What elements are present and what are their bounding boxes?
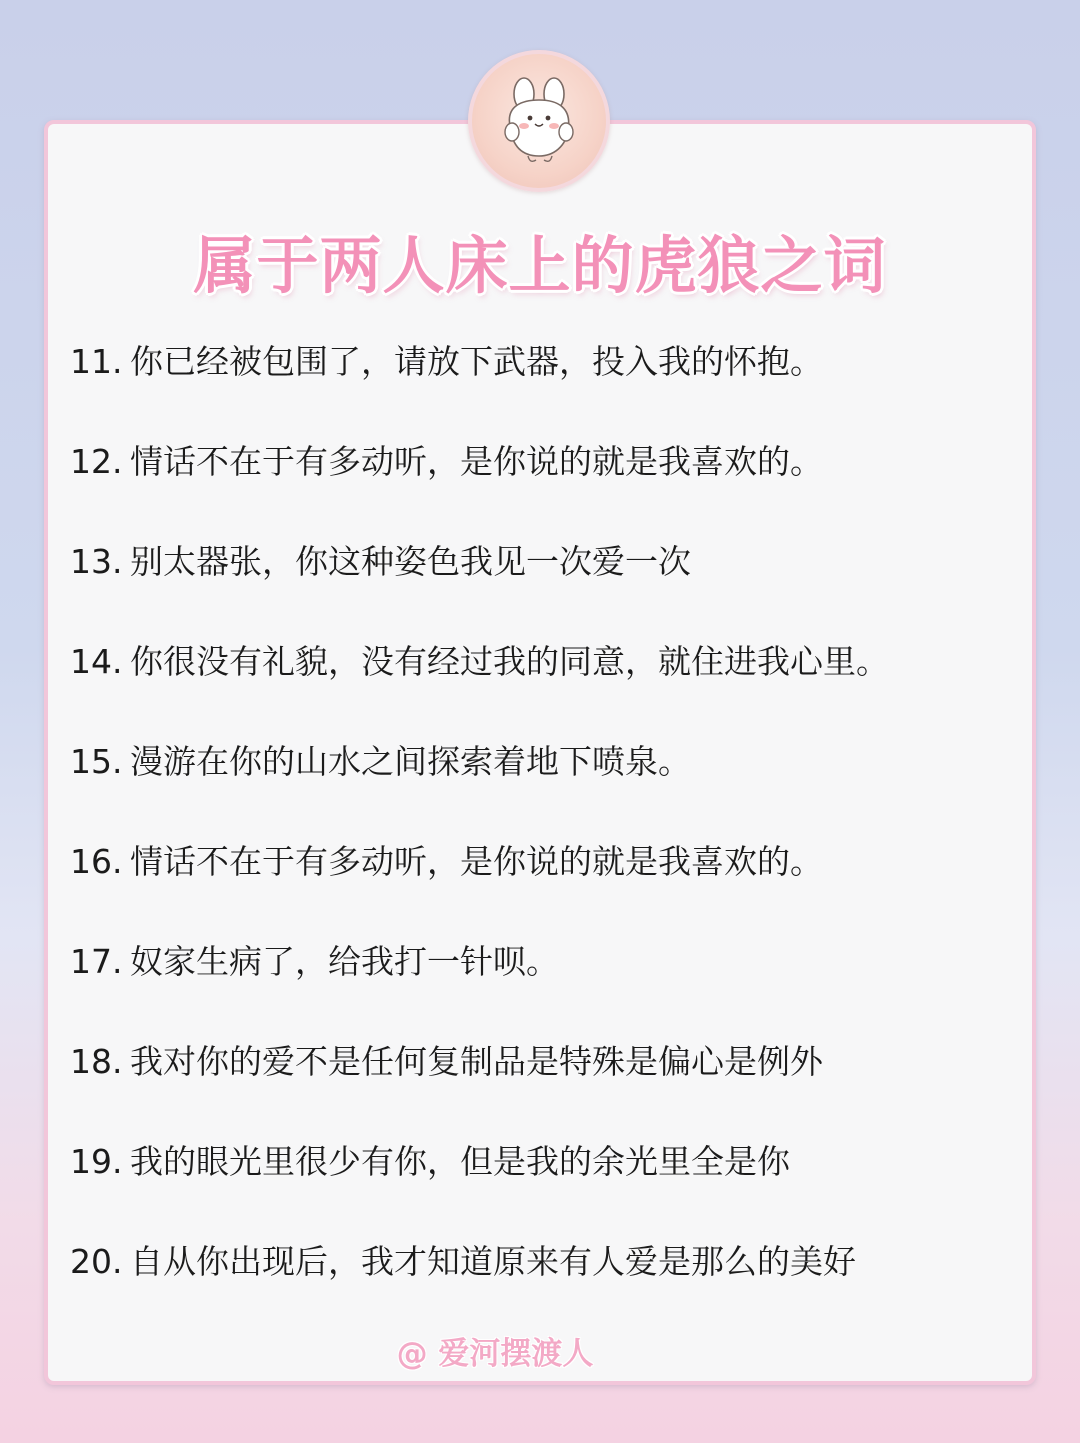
item-text: 情话不在于有多动听，是你说的就是我喜欢的。 bbox=[130, 842, 823, 881]
item-text: 情话不在于有多动听，是你说的就是我喜欢的。 bbox=[130, 442, 823, 481]
item-number: 18. bbox=[70, 1042, 123, 1081]
list-item bbox=[70, 332, 1010, 432]
item-text: 别太器张，你这种姿色我见一次爱一次 bbox=[130, 542, 691, 581]
item-text: 我的眼光里很少有你，但是我的余光里全是你 bbox=[130, 1142, 790, 1181]
watermark: @ 爱河摆渡人 bbox=[396, 1336, 594, 1372]
list-item bbox=[70, 1132, 1010, 1232]
item-number: 12. bbox=[70, 442, 123, 481]
list-item bbox=[70, 1032, 1010, 1132]
item-number: 11. bbox=[70, 342, 123, 381]
bunny-icon bbox=[472, 54, 606, 188]
phrase-list bbox=[70, 332, 1010, 1332]
item-number: 19. bbox=[70, 1142, 123, 1181]
list-item bbox=[70, 732, 1010, 832]
item-number: 16. bbox=[70, 842, 123, 881]
list-item bbox=[70, 1232, 1010, 1332]
list-item bbox=[70, 432, 1010, 532]
item-number: 13. bbox=[70, 542, 123, 581]
item-number: 20. bbox=[70, 1242, 123, 1281]
item-text: 我对你的爱不是任何复制品是特殊是偏心是例外 bbox=[130, 1042, 823, 1081]
item-number: 15. bbox=[70, 742, 123, 781]
item-text: 奴家生病了，给我打一针呗。 bbox=[130, 942, 559, 981]
list-item bbox=[70, 632, 1010, 732]
item-number: 14. bbox=[70, 642, 123, 681]
page-title: 属于两人床上的虎狼之词 bbox=[193, 229, 887, 302]
item-text: 漫游在你的山水之间探索着地下喷泉。 bbox=[130, 742, 691, 781]
badge bbox=[468, 50, 610, 192]
list-item bbox=[70, 832, 1010, 932]
item-text: 自从你出现后，我才知道原来有人爱是那么的美好 bbox=[130, 1242, 856, 1281]
list-item bbox=[70, 932, 1010, 1032]
item-text: 你已经被包围了，请放下武器，投入我的怀抱。 bbox=[130, 342, 823, 381]
item-text: 你很没有礼貌，没有经过我的同意，就住进我心里。 bbox=[130, 642, 889, 681]
list-item bbox=[70, 532, 1010, 632]
item-number: 17. bbox=[70, 942, 123, 981]
